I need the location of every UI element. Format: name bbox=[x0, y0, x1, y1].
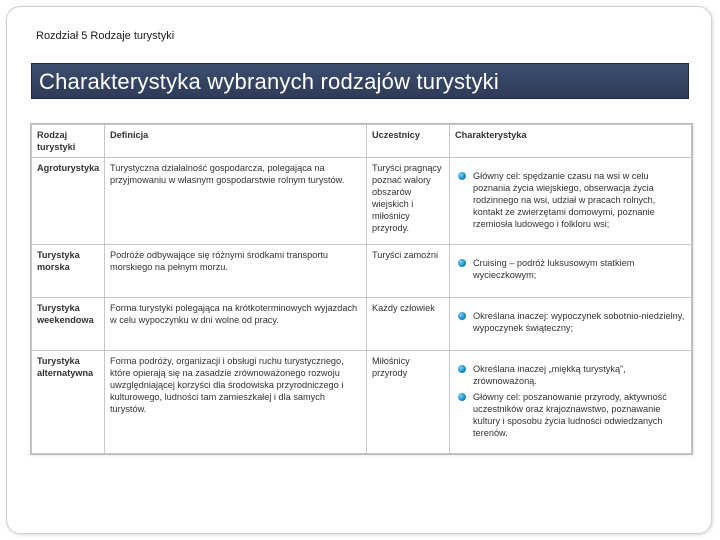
row-characteristics bbox=[450, 351, 692, 454]
row-definition: Forma turystyki polegająca na krótkoterminowych wyjazdach w celu wypoczynku w dni wolne od pracy. bbox=[105, 298, 367, 351]
row-definition: Forma podróży, organizacji i obsługi ruchu turystycznego, które opierają się na zasadzie zrównoważonego rozwoju uwzględniającej korzyści dla środowiska przyrodniczego i kulturowego, ludności tam zamieszkałej i dla samych turystów. bbox=[105, 351, 367, 454]
list-item bbox=[455, 170, 686, 230]
row-type: Turystyka morska bbox=[32, 245, 105, 298]
characteristic-text: Określana inaczej „miękką turystyką”, zrównoważoną. bbox=[473, 364, 626, 386]
list-item bbox=[455, 310, 686, 334]
row-type: Agroturystyka bbox=[32, 158, 105, 245]
table-row bbox=[32, 298, 692, 351]
bullet-icon bbox=[458, 172, 466, 180]
row-participants: Każdy człowiek bbox=[367, 298, 450, 351]
row-participants: Turyści zamożni bbox=[367, 245, 450, 298]
list-item bbox=[455, 391, 686, 439]
bullet-icon bbox=[458, 365, 466, 373]
row-type: Turystyka weekendowa bbox=[32, 298, 105, 351]
row-characteristics bbox=[450, 245, 692, 298]
row-participants: Miłośnicy przyrody bbox=[367, 351, 450, 454]
header-characteristics: Charakterystyka bbox=[450, 125, 692, 158]
characteristic-text: Główny cel: spędzanie czasu na wsi w celu poznania życia wiejskiego, obserwacja życia rodzinnego na wsi, udział w pracach rolnych, kontakt ze zwierzętami domowymi, poznanie rzemiosła ludowego i folkloru wsi; bbox=[473, 171, 656, 229]
bullet-icon bbox=[458, 312, 466, 320]
row-definition: Turystyczna działalność gospodarcza, polegająca na przyjmowaniu w własnym gospodarstwie rolnym turystów. bbox=[105, 158, 367, 245]
table-row bbox=[32, 245, 692, 298]
table-row bbox=[32, 158, 692, 245]
row-participants: Turyści pragnący poznać walory obszarów wiejskich i miłośnicy przyrody. bbox=[367, 158, 450, 245]
characteristic-text: Określana inaczej: wypoczynek sobotnio-niedzielny, wypoczynek świąteczny; bbox=[473, 311, 685, 333]
header-participants: Uczestnicy bbox=[367, 125, 450, 158]
row-type: Turystyka alternatywna bbox=[32, 351, 105, 454]
list-item bbox=[455, 257, 686, 281]
row-characteristics bbox=[450, 298, 692, 351]
bullet-icon bbox=[458, 393, 466, 401]
row-definition: Podróże odbywające się różnymi środkami transportu morskiego na pełnym morzu. bbox=[105, 245, 367, 298]
header-definition: Definicja bbox=[105, 125, 367, 158]
characteristic-text: Cruising – podróż luksusowym statkiem wycieczkowym; bbox=[473, 258, 635, 280]
list-item bbox=[455, 363, 686, 387]
chapter-header: Rozdział 5 Rodzaje turystyki bbox=[36, 30, 175, 42]
header-type: Rodzaj turystyki bbox=[32, 125, 105, 158]
bullet-icon bbox=[458, 259, 466, 267]
characteristic-text: Główny cel: poszanowanie przyrody, aktywność uczestników oraz krajoznawstwo, poznawanie kultury i sposobu życia ludności odwiedzanych terenów. bbox=[473, 392, 667, 438]
table-header-row bbox=[32, 125, 692, 158]
tourism-table bbox=[30, 123, 693, 455]
row-characteristics bbox=[450, 158, 692, 245]
slide-title: Charakterystyka wybranych rodzajów turystyki bbox=[31, 63, 689, 99]
table-row bbox=[32, 351, 692, 454]
